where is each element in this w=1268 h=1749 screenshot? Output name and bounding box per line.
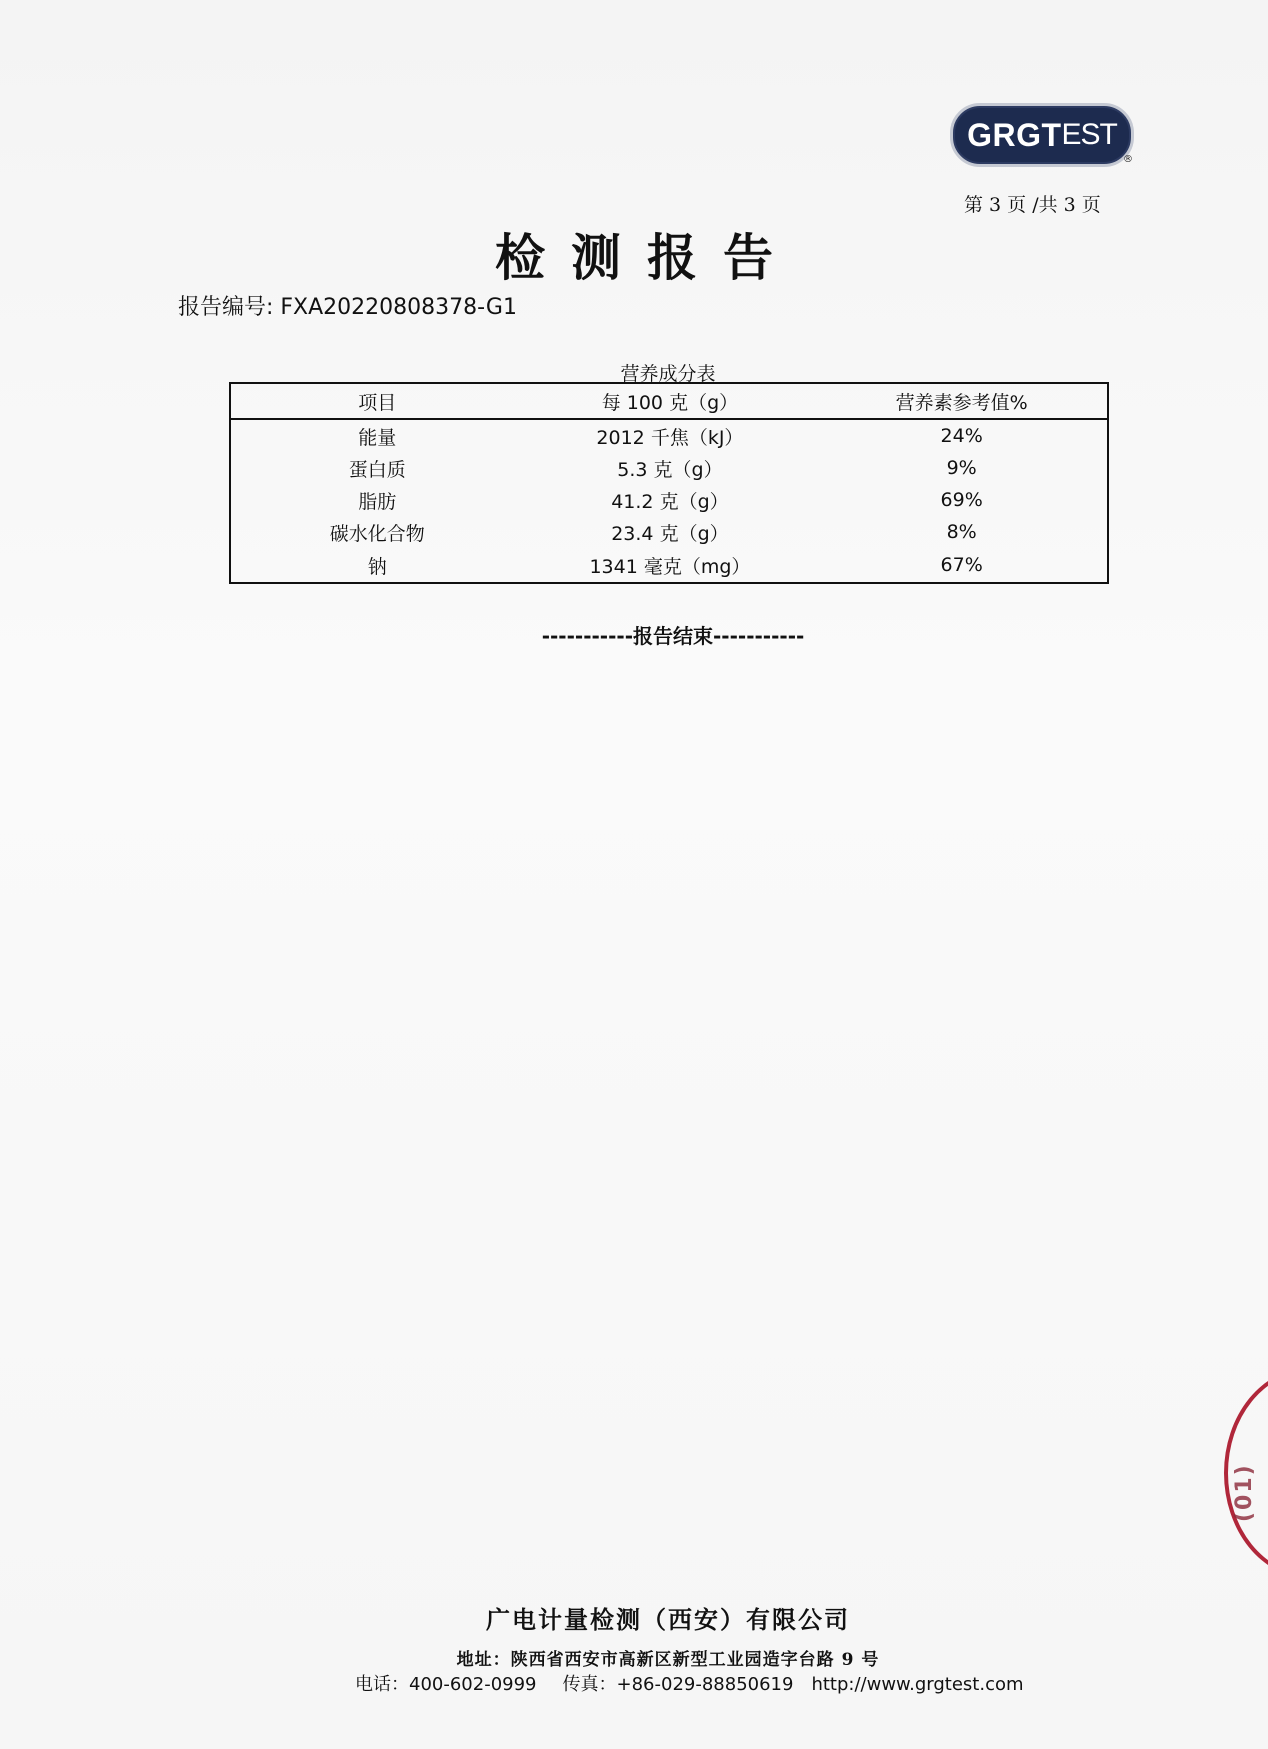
document-title: 检测报告 bbox=[495, 228, 799, 287]
nutrient-name: 脂肪 bbox=[358, 490, 397, 513]
nutrition-table bbox=[229, 382, 1109, 584]
nutrient-nrv: 8% bbox=[946, 521, 977, 543]
nutrient-name: 蛋白质 bbox=[348, 458, 406, 481]
footer-phone: 电话：400-602-0999 bbox=[355, 1674, 537, 1695]
nutrient-name: 钠 bbox=[367, 555, 387, 578]
nutrient-amount: 23.4 克（g） bbox=[611, 522, 729, 545]
nutrient-amount: 2012 千焦（kJ） bbox=[596, 426, 744, 449]
registered-mark: ® bbox=[1123, 154, 1133, 165]
column-header-nrv: 营养素参考值% bbox=[895, 391, 1028, 414]
nutrient-amount: 41.2 克（g） bbox=[611, 490, 729, 513]
nutrient-nrv: 67% bbox=[940, 554, 983, 576]
footer-contact-line bbox=[355, 1670, 1024, 1696]
nutrient-name: 碳水化合物 bbox=[329, 522, 425, 545]
nutrient-nrv: 24% bbox=[940, 425, 983, 447]
report-number: 报告编号: FXA20220808378-G1 bbox=[178, 295, 517, 320]
page-indicator: 第 3 页 /共 3 页 bbox=[964, 194, 1101, 216]
table-row bbox=[230, 419, 1108, 452]
seal-text: (01) bbox=[1232, 1463, 1257, 1522]
nutrient-amount: 5.3 克（g） bbox=[617, 458, 723, 481]
footer-fax: 传真：+86-029-88850619 bbox=[562, 1674, 794, 1695]
table-row bbox=[230, 516, 1108, 548]
footer-address: 地址：陕西省西安市高新区新型工业园造字台路 9 号 bbox=[456, 1650, 880, 1670]
column-header-per-100g: 每 100 克（g） bbox=[601, 391, 739, 414]
logo-grgt-text: GRGT bbox=[967, 116, 1062, 153]
table-header-row bbox=[230, 383, 1108, 419]
nutrient-nrv: 9% bbox=[946, 457, 977, 479]
nutrient-amount: 1341 毫克（mg） bbox=[589, 555, 751, 578]
grgtest-logo bbox=[950, 103, 1134, 167]
official-seal-stamp bbox=[1218, 1368, 1268, 1578]
nutrient-nrv: 69% bbox=[940, 489, 983, 511]
footer-website-link[interactable]: http://www.grgtest.com bbox=[811, 1674, 1024, 1695]
table-row bbox=[230, 484, 1108, 516]
table-caption: 营养成分表 bbox=[620, 363, 716, 385]
logo-test-text: EST bbox=[1061, 118, 1117, 151]
column-header-item: 项目 bbox=[358, 391, 397, 414]
table-row bbox=[230, 548, 1108, 583]
footer-company-name: 广电计量检测（西安）有限公司 bbox=[486, 1605, 850, 1634]
nutrient-name: 能量 bbox=[358, 426, 397, 449]
table-row bbox=[230, 452, 1108, 484]
report-end-mark: -----------报告结束----------- bbox=[541, 624, 805, 648]
